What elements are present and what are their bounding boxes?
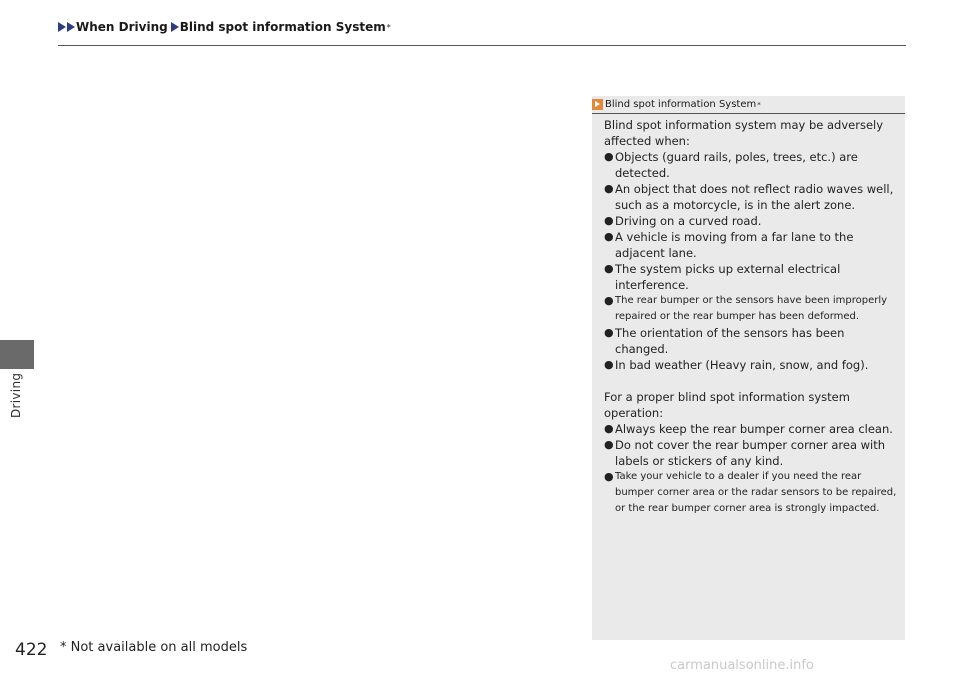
page-number: 422: [15, 640, 48, 660]
breadcrumb-item-blind-spot[interactable]: Blind spot information System: [179, 20, 386, 34]
list-item: ● Do not cover the rear bumper corner area with labels or stickers of any kind.: [604, 438, 886, 468]
list-item: ● The system picks up external electrical interference.: [604, 262, 841, 292]
title-footnote-marker: *: [757, 100, 761, 109]
section-label: Driving: [9, 372, 23, 418]
reference-icon: [592, 99, 603, 110]
breadcrumb-arrow-icon: [171, 22, 179, 32]
list-item: ● In bad weather (Heavy rain, snow, and fog).: [604, 358, 869, 372]
operation-intro-text: For a proper blind spot information system operation:: [604, 390, 850, 420]
footnote: * Not available on all models: [60, 640, 248, 655]
list-item: ● A vehicle is moving from a far lane to the adjacent lane.: [604, 230, 854, 260]
breadcrumb-item-when-driving[interactable]: When Driving: [76, 20, 168, 34]
list-item: ● The rear bumper or the sensors have been improperly repaired or the rear bumper has been deformed.: [604, 294, 888, 322]
section-tab: [0, 340, 34, 369]
breadcrumb-arrow-icon: [67, 22, 75, 32]
header-divider: [58, 45, 906, 46]
list-item: ● Always keep the rear bumper corner area clean.: [604, 422, 893, 436]
breadcrumb: [58, 20, 391, 34]
breadcrumb-arrow-icon: [58, 22, 66, 32]
list-item: ● Take your vehicle to a dealer if you need the rear bumper corner area or the radar sensors to be repaired, or the rear bumper corner area is strongly impacted.: [604, 470, 897, 514]
intro-text: Blind spot information system may be adversely affected when:: [604, 118, 884, 148]
list-item: ● The orientation of the sensors has been changed.: [604, 326, 845, 356]
list-item: ● An object that does not reflect radio waves well, such as a motorcycle, is in the alert zone.: [604, 182, 894, 212]
note-box-body: [604, 117, 900, 517]
note-box-title: Blind spot information System: [605, 99, 757, 110]
list-item: ● Objects (guard rails, poles, trees, etc.) are detected.: [604, 150, 858, 180]
note-box-header: [592, 96, 905, 114]
watermark: carmanualsonline.info: [670, 658, 814, 673]
footnote-marker: *: [386, 22, 391, 32]
list-item: ● Driving on a curved road.: [604, 214, 762, 228]
